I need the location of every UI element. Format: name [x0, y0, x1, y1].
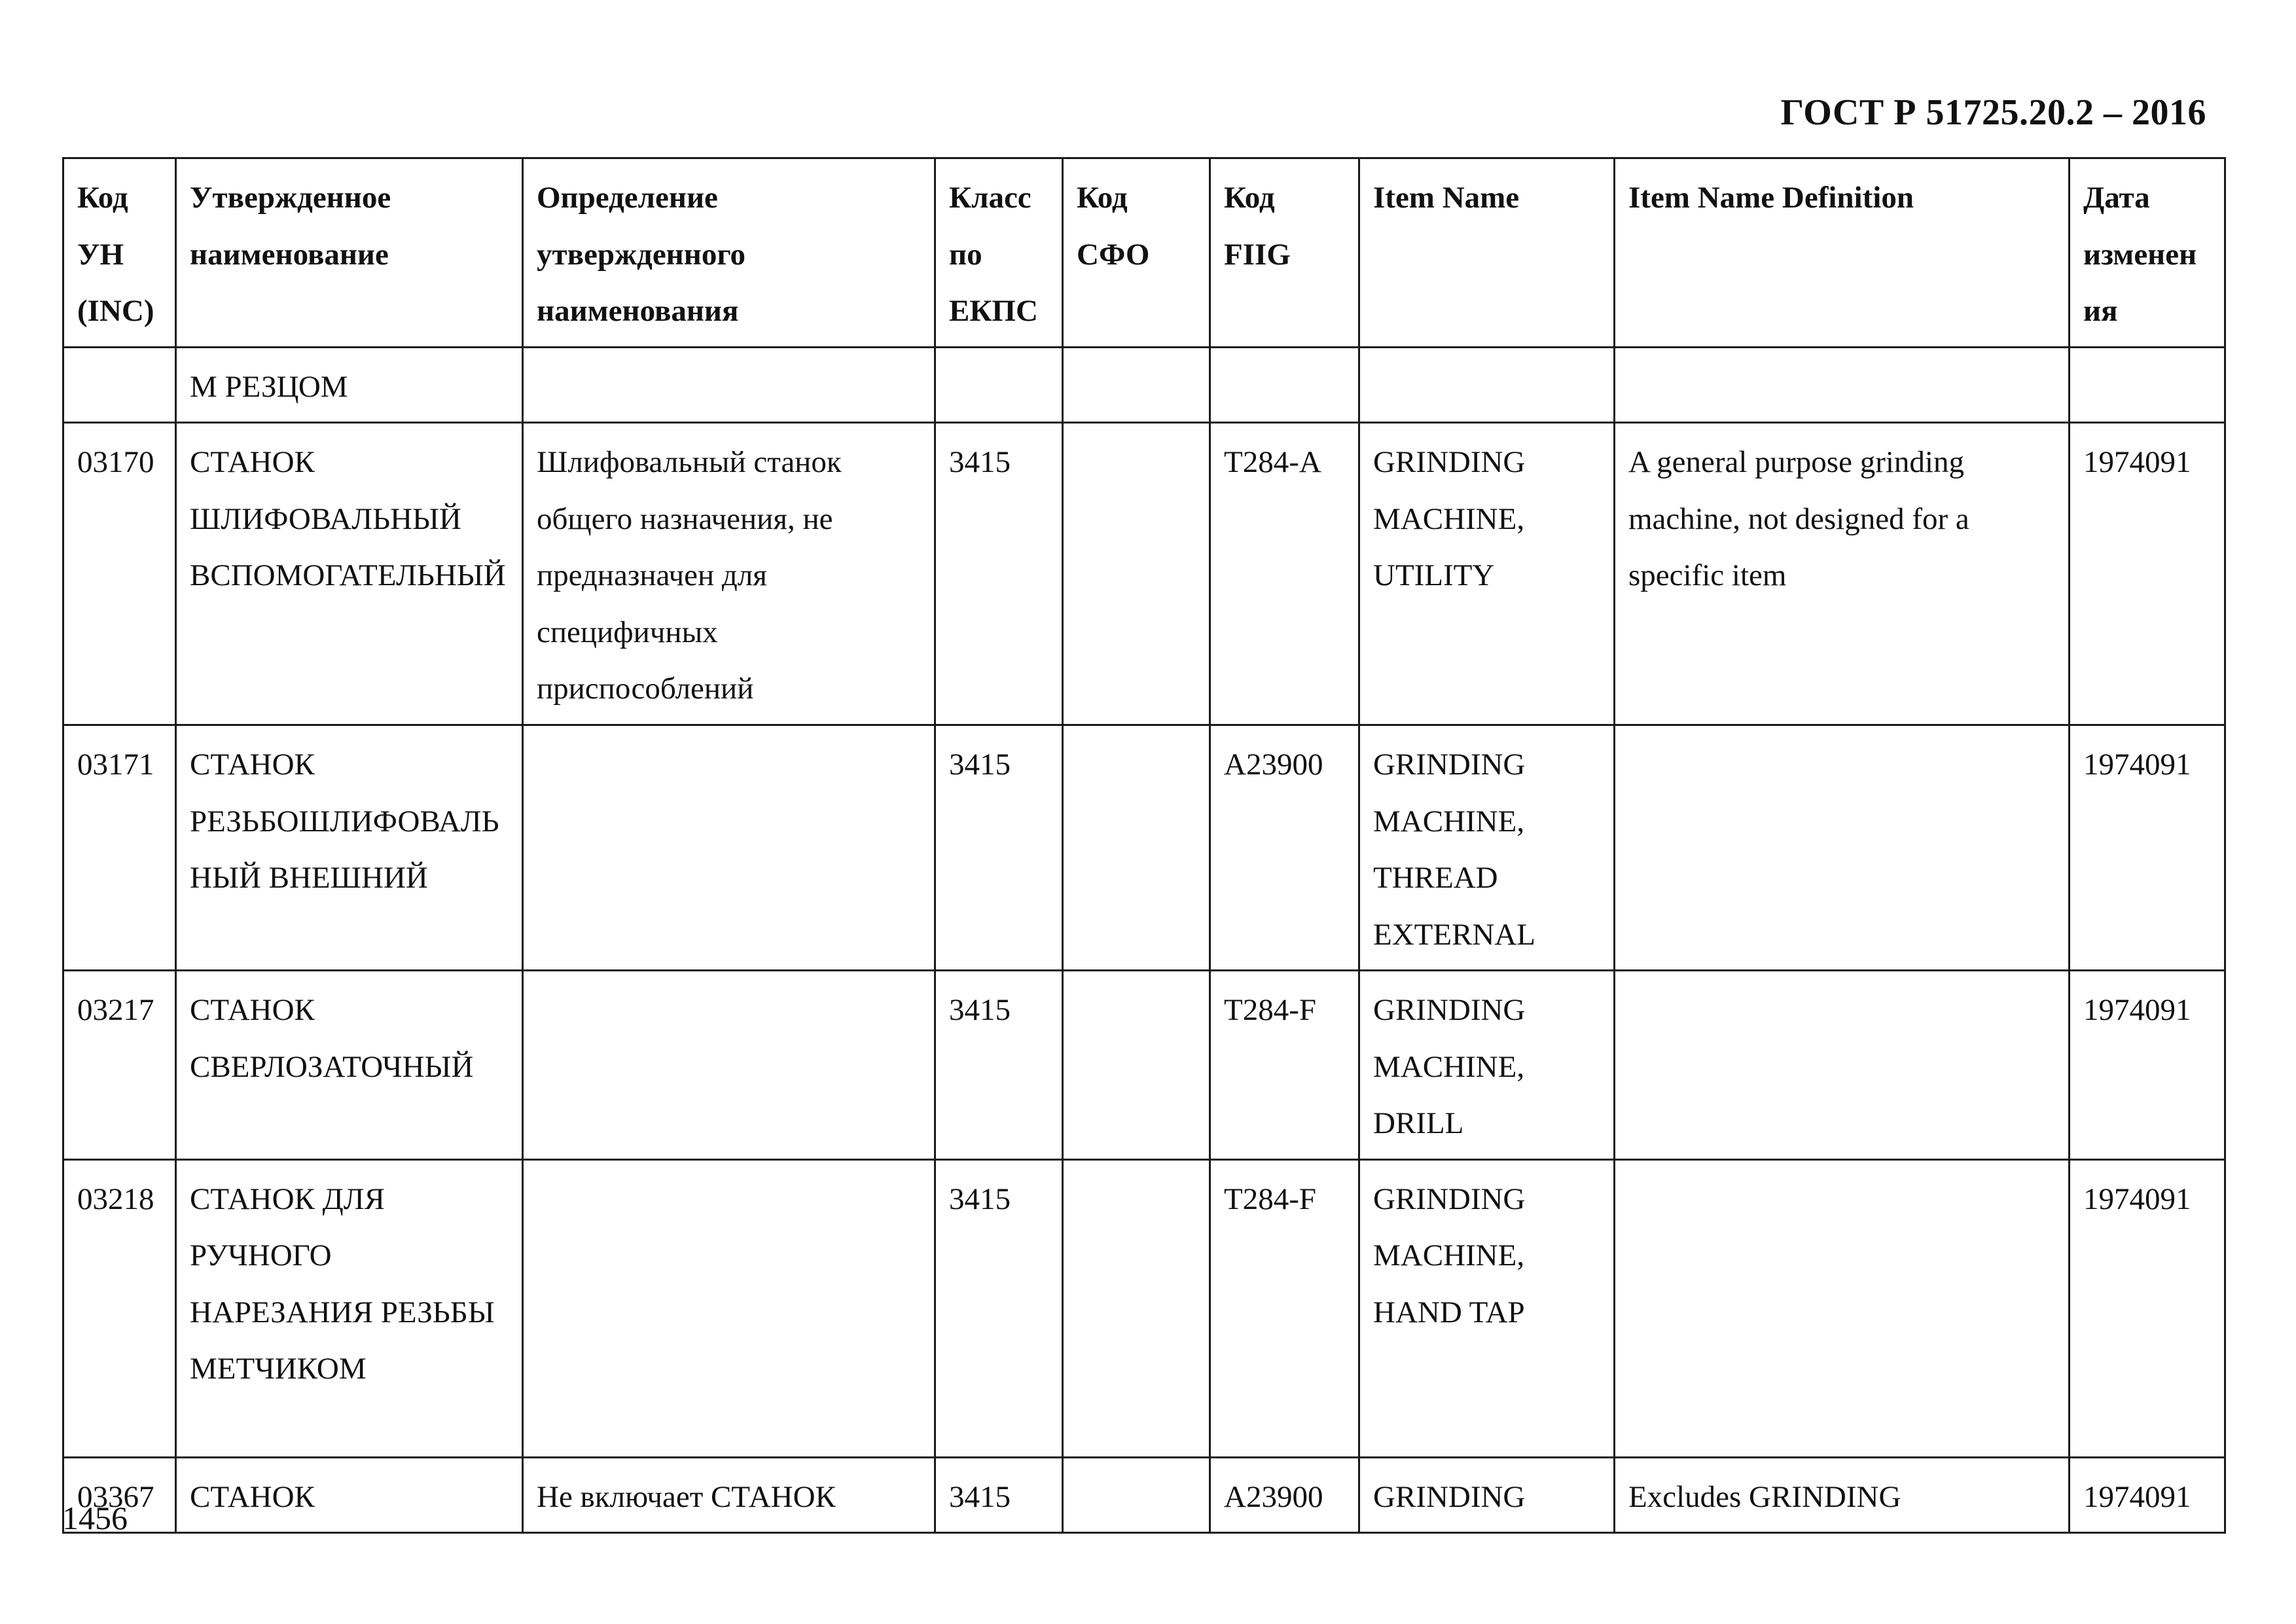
cell-inc: 03218 — [63, 1159, 176, 1457]
cell-fiig: T284-F — [1210, 971, 1359, 1160]
cell-item-definition — [1615, 347, 2070, 423]
cell-ekps: 3415 — [935, 1457, 1063, 1533]
cell-definition — [523, 1159, 935, 1457]
cell-inc: 03170 — [63, 423, 176, 725]
cell-item-definition — [1615, 971, 2070, 1160]
cell-definition: Не включает СТАНОК — [523, 1457, 935, 1533]
cell-sfo — [1063, 1457, 1210, 1533]
document-code: ГОСТ Р 51725.20.2 – 2016 — [1780, 92, 2206, 133]
cell-inc: 03217 — [63, 971, 176, 1160]
table-row — [63, 423, 2225, 725]
column-header-ekps: Класс по ЕКПС — [935, 158, 1063, 348]
cell-fiig: T284-A — [1210, 423, 1359, 725]
cell-name: СТАНОК — [176, 1457, 523, 1533]
cell-sfo — [1063, 347, 1210, 423]
table-row — [63, 1457, 2225, 1533]
cell-item-name: GRINDING MACHINE, DRILL — [1359, 971, 1615, 1160]
cell-date: 1974091 — [2070, 971, 2225, 1160]
cell-fiig: T284-F — [1210, 1159, 1359, 1457]
cell-fiig — [1210, 347, 1359, 423]
column-header-item-definition: Item Name Definition — [1615, 158, 2070, 348]
table-row — [63, 347, 2225, 423]
cell-date: 1974091 — [2070, 423, 2225, 725]
cell-sfo — [1063, 971, 1210, 1160]
column-header-definition: Определение утвержденного наименования — [523, 158, 935, 348]
cell-item-name: GRINDING — [1359, 1457, 1615, 1533]
cell-item-name: GRINDING MACHINE, THREAD EXTERNAL — [1359, 725, 1615, 971]
cell-inc: 03171 — [63, 725, 176, 971]
cell-definition — [523, 971, 935, 1160]
cell-name: СТАНОК СВЕРЛОЗАТОЧНЫЙ — [176, 971, 523, 1160]
cell-item-definition — [1615, 1159, 2070, 1457]
cell-item-name — [1359, 347, 1615, 423]
cell-item-definition — [1615, 725, 2070, 971]
cell-definition: Шлифовальный станок общего назначения, не предназначен для специфичных приспособлений — [523, 423, 935, 725]
cell-inc: 03367 — [63, 1457, 176, 1533]
cell-ekps — [935, 347, 1063, 423]
cell-ekps: 3415 — [935, 971, 1063, 1160]
cell-date: 1974091 — [2070, 1457, 2225, 1533]
cell-name: СТАНОК ДЛЯ РУЧНОГО НАРЕЗАНИЯ РЕЗЬБЫ МЕТЧИКОМ — [176, 1159, 523, 1457]
cell-item-definition: A general purpose grinding machine, not designed for a specific item — [1615, 423, 2070, 725]
cell-fiig: A23900 — [1210, 725, 1359, 971]
column-header-date: Дата изменения — [2070, 158, 2225, 348]
column-header-name: Утвержденное наименование — [176, 158, 523, 348]
column-header-item-name: Item Name — [1359, 158, 1615, 348]
cell-ekps: 3415 — [935, 1159, 1063, 1457]
cell-definition — [523, 725, 935, 971]
cell-item-name: GRINDING MACHINE, UTILITY — [1359, 423, 1615, 725]
cell-inc — [63, 347, 176, 423]
cell-sfo — [1063, 1159, 1210, 1457]
table-header-row — [63, 158, 2225, 348]
cell-sfo — [1063, 423, 1210, 725]
cell-item-name: GRINDING MACHINE, HAND TAP — [1359, 1159, 1615, 1457]
cell-item-definition: Excludes GRINDING — [1615, 1457, 2070, 1533]
table-row — [63, 725, 2225, 971]
column-header-fiig: Код FIIG — [1210, 158, 1359, 348]
table-row — [63, 1159, 2225, 1457]
cell-name: СТАНОК РЕЗЬБОШЛИФОВАЛЬНЫЙ ВНЕШНИЙ — [176, 725, 523, 971]
column-header-inc: Код УН (INC) — [63, 158, 176, 348]
cell-name: М РЕЗЦОМ — [176, 347, 523, 423]
cell-date: 1974091 — [2070, 725, 2225, 971]
cell-ekps: 3415 — [935, 725, 1063, 971]
cell-fiig: A23900 — [1210, 1457, 1359, 1533]
cell-name: СТАНОК ШЛИФОВАЛЬНЫЙ ВСПОМОГАТЕЛЬНЫЙ — [176, 423, 523, 725]
cell-ekps: 3415 — [935, 423, 1063, 725]
table-row — [63, 971, 2225, 1160]
column-header-sfo: Код СФО — [1063, 158, 1210, 348]
page-number: 1456 — [62, 1500, 128, 1536]
cell-date — [2070, 347, 2225, 423]
cell-date: 1974091 — [2070, 1159, 2225, 1457]
items-table — [62, 157, 2226, 1534]
cell-definition — [523, 347, 935, 423]
cell-sfo — [1063, 725, 1210, 971]
